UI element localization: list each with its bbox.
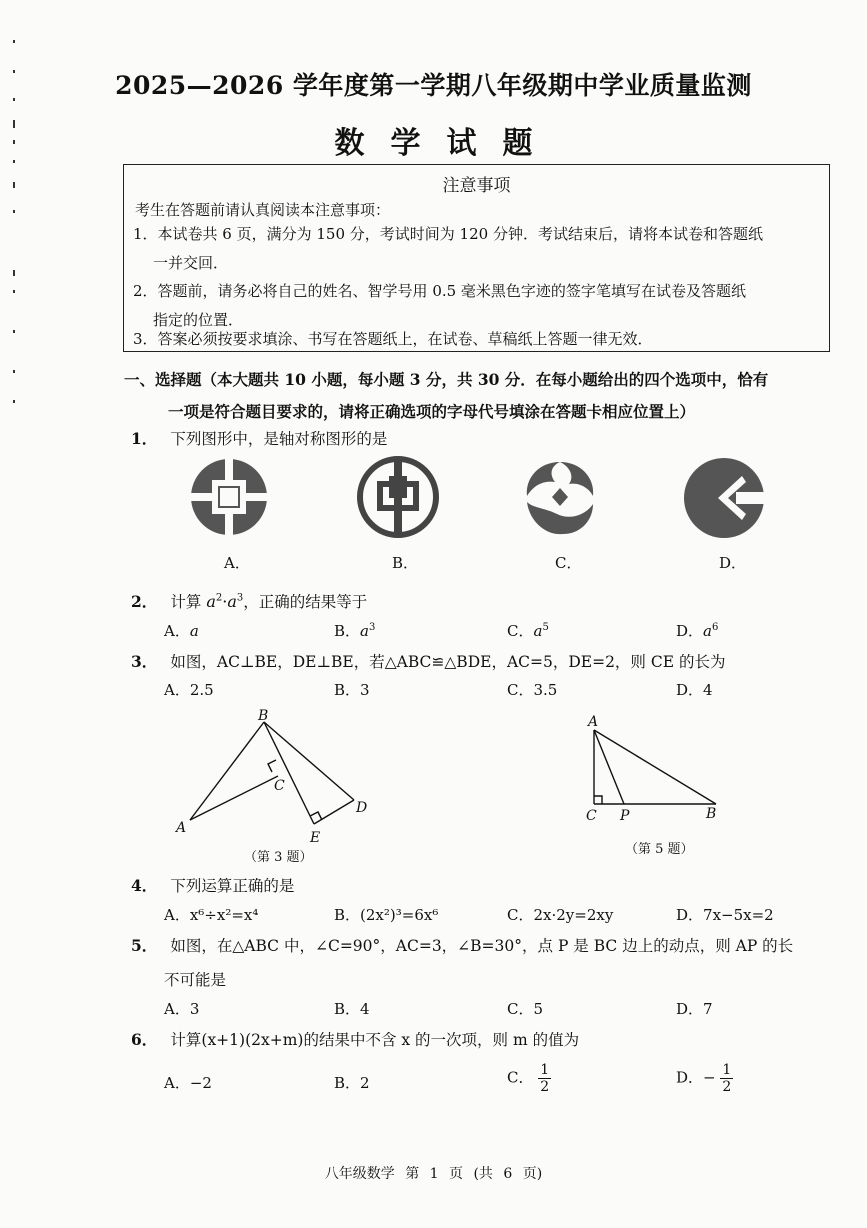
- question-1-text: 下列图形中，是轴对称图形的是: [170, 430, 388, 448]
- question-5: [131, 934, 831, 956]
- question-5-number: 5．: [131, 936, 158, 955]
- question-2-option-a-label: A．: [164, 622, 190, 640]
- question-2-option-a: [164, 620, 199, 641]
- question-2-text-post: ，正确的结果等于: [243, 593, 368, 611]
- question-4-option-a: A．x⁶÷x²=x⁴: [164, 906, 259, 924]
- notice-item-2-line2: 指定的位置．: [153, 311, 244, 329]
- question-1-option-a-label: A．: [224, 554, 250, 572]
- question-2-exp-3: 3: [236, 592, 244, 604]
- question-2-option-c-value: a: [533, 622, 543, 640]
- exam-title: 2025—2026 学年度第一学期八年级期中学业质量监测: [115, 71, 752, 100]
- question-6-option-d: [676, 1062, 733, 1095]
- question-2-option-b-value: a: [360, 622, 369, 640]
- question-3: [131, 650, 725, 672]
- question-2-var-a-2: a: [227, 592, 237, 611]
- question-3-option-a: A．2.5: [164, 681, 214, 699]
- fraction-denominator: 2: [722, 1079, 732, 1095]
- question-2-option-b: [334, 620, 375, 641]
- bank-coin-logo-icon: [357, 456, 439, 538]
- question-6-option-d-fraction: [720, 1062, 733, 1095]
- figure-question-3: [170, 708, 380, 848]
- page-footer: 八年级数学 第 1 页 (共 6 页): [324, 1166, 543, 1182]
- question-2: [131, 590, 367, 612]
- question-6-option-d-label: D．−: [676, 1068, 716, 1087]
- question-3-number: 3．: [131, 652, 158, 671]
- question-3-option-c: C．3.5: [507, 681, 558, 699]
- question-4-number: 4．: [131, 876, 158, 895]
- figure-question-5: [580, 712, 730, 822]
- question-2-option-b-exp: 3: [368, 622, 376, 633]
- question-4-option-d: D．7x−5x=2: [676, 906, 774, 924]
- question-2-option-d-value: a: [703, 622, 712, 640]
- q3-point-e: E: [310, 830, 321, 846]
- question-2-exp-2: 2: [215, 592, 223, 604]
- q5-point-p: P: [620, 808, 630, 822]
- question-6-option-c: [507, 1062, 551, 1095]
- q5-point-b: B: [706, 806, 717, 822]
- figure-5-caption: （第 5 题）: [625, 842, 694, 857]
- q3-point-b: B: [258, 708, 269, 724]
- section-1-line2: 一项是符合题目要求的，请将正确选项的字母代号填涂在答题卡相应位置上）: [168, 402, 696, 421]
- question-6-option-c-fraction: [538, 1062, 551, 1095]
- question-2-option-d-exp: 6: [711, 622, 719, 633]
- question-2-option-d: [676, 620, 718, 641]
- question-1-number: 1．: [131, 429, 158, 448]
- figure-3-caption: （第 3 题）: [244, 850, 313, 865]
- question-1-option-c-label: C．: [555, 554, 582, 572]
- fraction-numerator: 1: [540, 1062, 550, 1078]
- question-5-option-b: B．4: [334, 1000, 370, 1018]
- question-6-text: 计算(x+1)(2x+m)的结果中不含 x 的一次项，则 m 的值为: [170, 1031, 580, 1049]
- question-5-option-c: C．5: [507, 1000, 544, 1018]
- question-2-var-a: a: [206, 592, 216, 611]
- question-5-line2: 不可能是: [164, 971, 227, 989]
- question-3-text: 如图，AC⊥BE，DE⊥BE，若△ABC≌△BDE，AC=5，DE=2，则 CE 的长为: [170, 653, 726, 671]
- question-4-option-c: C．2x·2y=2xy: [507, 906, 614, 924]
- question-6-option-c-label: C．: [507, 1068, 534, 1087]
- section-1-heading: [124, 364, 834, 428]
- q3-point-c: C: [274, 778, 285, 794]
- q3-point-d: D: [356, 800, 368, 816]
- notice-title: 注意事项: [442, 176, 511, 196]
- notice-item-3-line1: 3．答案必须按要求填涂、书写在答题纸上，在试卷、草稿纸上答题一律无效．: [133, 330, 653, 348]
- notice-item-3: [133, 325, 823, 354]
- notice-box: [123, 164, 830, 352]
- question-2-option-a-value: a: [189, 622, 199, 640]
- question-2-number: 2．: [131, 592, 158, 611]
- question-6-number: 6．: [131, 1030, 158, 1049]
- question-5-option-a: A．3: [164, 1000, 200, 1018]
- q3-point-a: A: [176, 820, 187, 836]
- question-6-option-b: B．2: [334, 1074, 370, 1092]
- question-2-option-b-label: B．: [334, 622, 361, 640]
- question-6-option-a: A．−2: [164, 1074, 212, 1092]
- question-2-option-c: [507, 620, 549, 641]
- notice-item-2-line1: 2．答题前，请务必将自己的姓名、智学号用 0.5 毫米黑色字迹的签字笔填写在试卷及答题纸: [133, 282, 746, 300]
- question-1-option-d-label: D．: [719, 554, 747, 572]
- question-1: [131, 427, 387, 449]
- fraction-numerator: 1: [722, 1062, 732, 1078]
- question-2-option-d-label: D．: [676, 622, 704, 640]
- question-2-option-c-exp: 5: [542, 622, 549, 633]
- notice-item-1-line2: 一并交回．: [153, 254, 229, 272]
- square-in-circle-logo-icon: [190, 458, 268, 536]
- question-2-dot: ·: [222, 592, 228, 611]
- fraction-denominator: 2: [540, 1079, 550, 1095]
- question-5-option-d: D．7: [676, 1000, 713, 1018]
- q5-point-c: C: [586, 808, 597, 822]
- question-4: [131, 874, 294, 896]
- q5-point-a: A: [588, 714, 599, 730]
- question-6: [131, 1028, 579, 1050]
- notice-item-1: [133, 220, 823, 278]
- question-2-text-pre: 计算: [170, 593, 207, 611]
- question-1-option-b-label: B．: [392, 554, 419, 572]
- question-3-option-b: B．3: [334, 681, 370, 699]
- c-shape-logo-icon: [682, 456, 766, 540]
- question-4-option-b: B．(2x²)³=6x⁶: [334, 906, 439, 924]
- triple-swirl-logo-icon: [519, 458, 601, 538]
- notice-item-1-line1: 1．本试卷共 6 页，满分为 150 分，考试时间为 120 分钟．考试结束后，请将本试卷和答题纸: [133, 225, 763, 243]
- question-5-line1: 如图，在△ABC 中，∠C=90°，AC=3，∠B=30°，点 P 是 BC 边上的动点，则 AP 的长: [170, 937, 794, 955]
- question-3-option-d: D．4: [676, 681, 713, 699]
- notice-intro: 考生在答题前请认真阅读本注意事项：: [135, 201, 391, 219]
- section-1-line1: 一、选择题（本大题共 10 小题，每小题 3 分，共 30 分．在每小题给出的四个选项中，恰有: [124, 370, 769, 389]
- exam-subtitle: 数学试题: [334, 126, 559, 161]
- question-4-text: 下列运算正确的是: [170, 877, 295, 895]
- question-2-option-c-label: C．: [507, 622, 534, 640]
